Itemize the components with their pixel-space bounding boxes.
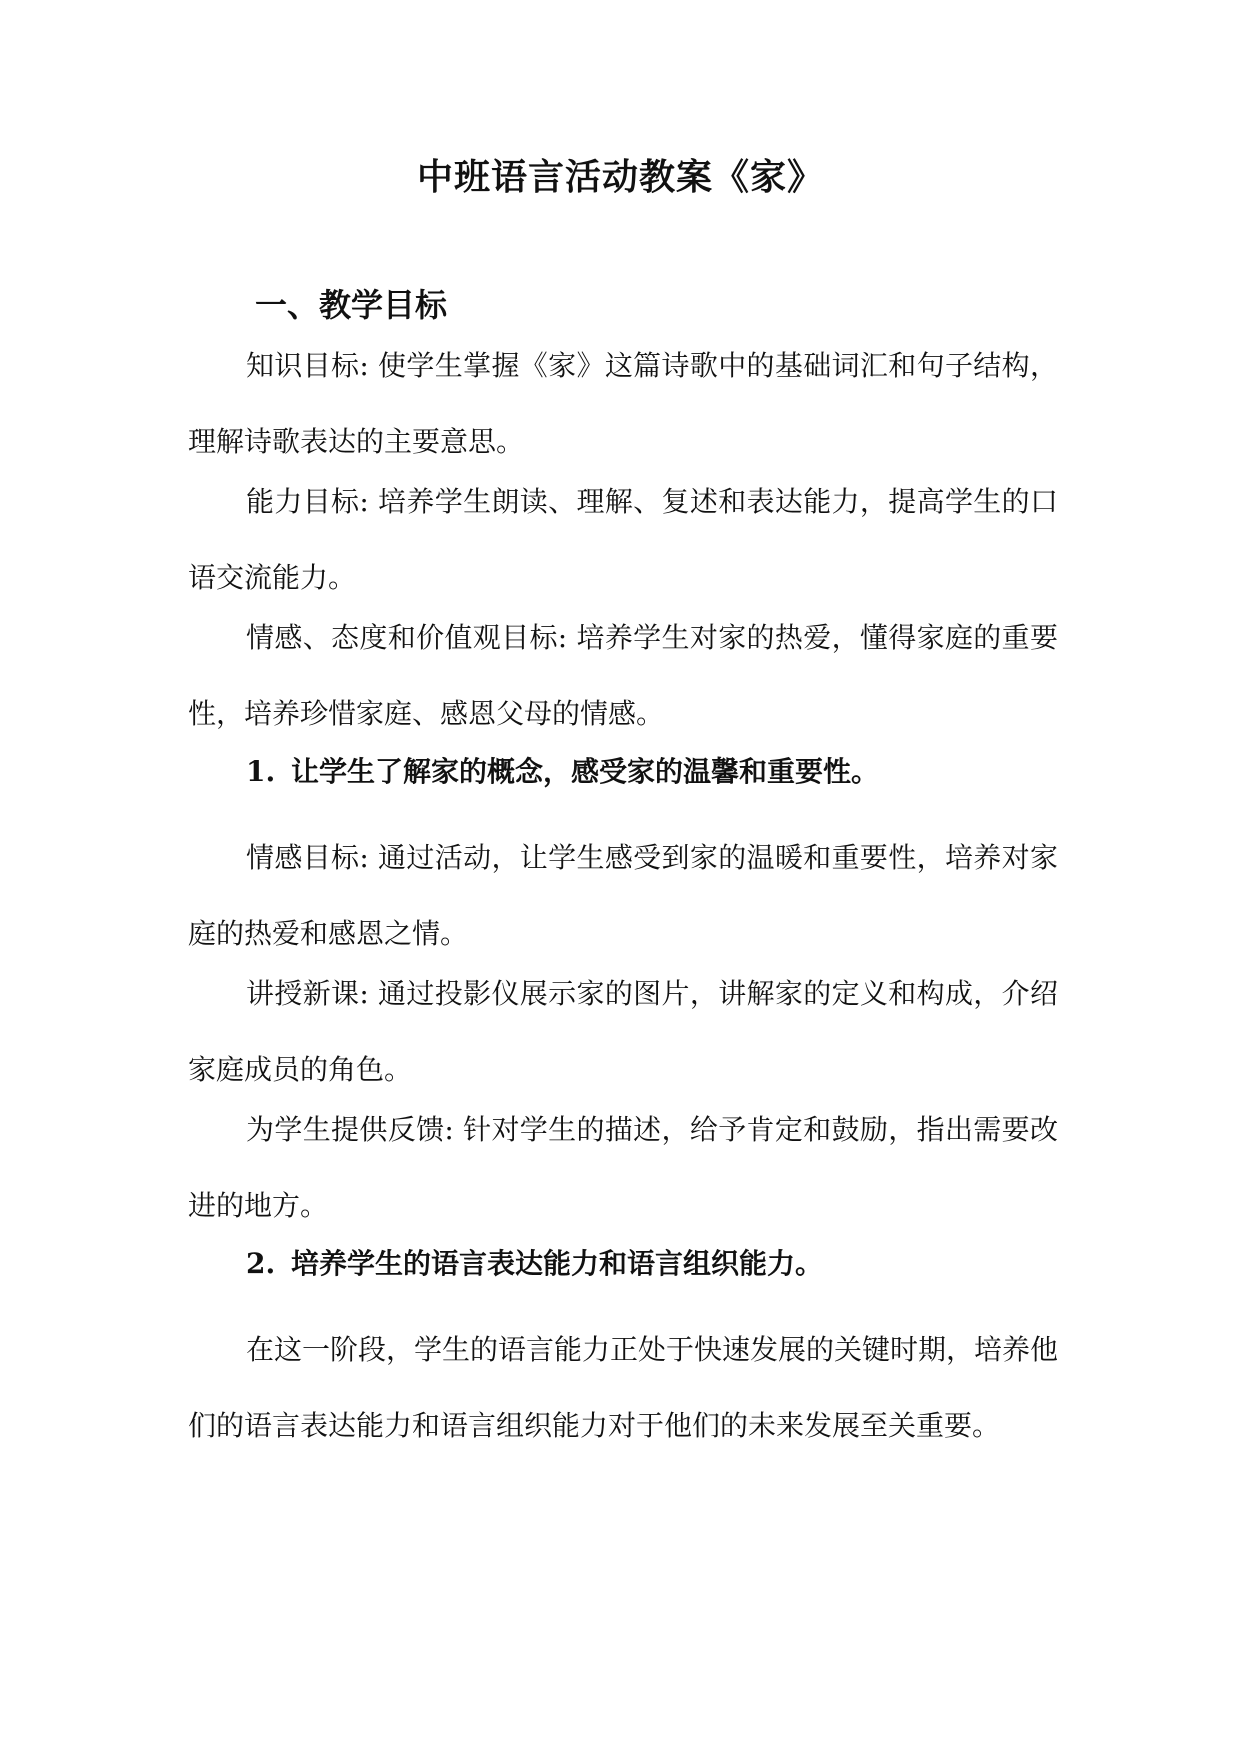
sub-heading-2 bbox=[246, 1242, 823, 1286]
paragraph-feedback: 为学生提供反馈: 针对学生的描述，给予肯定和鼓励，指出需要改进的地方。 bbox=[188, 1113, 1058, 1222]
paragraph-ability-goal: 能力目标: 培养学生朗读、理解、复述和表达能力，提高学生的口语交流能力。 bbox=[188, 485, 1058, 594]
sub-heading-2-text: 培养学生的语言表达能力和语言组织能力。 bbox=[291, 1247, 824, 1280]
section-heading-teaching-goals: 一、教学目标 bbox=[255, 286, 448, 324]
sub-heading-1 bbox=[246, 750, 879, 794]
paragraph-emotion-goal: 情感、态度和价值观目标: 培养学生对家的热爱，懂得家庭的重要性，培养珍惜家庭、感恩父母的情感。 bbox=[188, 621, 1058, 730]
paragraph-emotion-target: 情感目标: 通过活动，让学生感受到家的温暖和重要性，培养对家庭的热爱和感恩之情。 bbox=[188, 841, 1058, 950]
document-title: 中班语言活动教案《家》 bbox=[416, 156, 824, 198]
paragraph-knowledge-goal: 知识目标: 使学生掌握《家》这篇诗歌中的基础词汇和句子结构，理解诗歌表达的主要意思。 bbox=[188, 349, 1058, 458]
paragraph-language-stage: 在这一阶段，学生的语言能力正处于快速发展的关键时期，培养他们的语言表达能力和语言组织能力对于他们的未来发展至关重要。 bbox=[188, 1333, 1059, 1442]
sub-heading-2-number: 2. bbox=[246, 1247, 276, 1280]
sub-heading-1-number: 1. bbox=[246, 755, 276, 788]
sub-heading-1-text: 让学生了解家的概念，感受家的温馨和重要性。 bbox=[291, 755, 880, 788]
paragraph-new-lesson: 讲授新课: 通过投影仪展示家的图片，讲解家的定义和构成，介绍家庭成员的角色。 bbox=[188, 977, 1058, 1086]
